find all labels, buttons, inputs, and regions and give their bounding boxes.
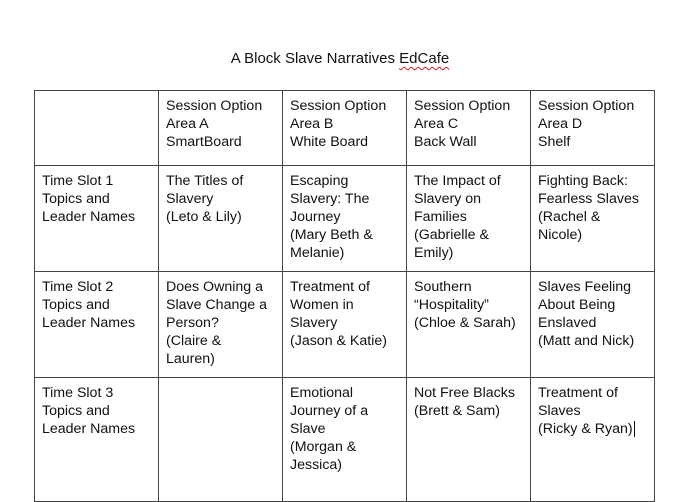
table-cell[interactable]: The Impact of Slavery on Families (Gabrielle & Emily)	[407, 166, 531, 272]
table-cell[interactable]: Slaves Feeling About Being Enslaved (Matt and Nick)	[531, 272, 655, 378]
spellcheck-flagged-word[interactable]: EdCafe	[399, 50, 450, 67]
table-row	[35, 166, 655, 272]
text-cursor-content: Treatment of Slaves (Ricky & Ryan)	[538, 385, 633, 437]
table-cell[interactable]: Emotional Journey of a Slave (Morgan & Jessica)	[283, 378, 407, 502]
header-cell-area-c[interactable]: Session Option Area C Back Wall	[407, 91, 531, 166]
row-label-cell[interactable]: Time Slot 3 Topics and Leader Names	[35, 378, 159, 502]
table-cell[interactable]: Escaping Slavery: The Journey (Mary Beth & Melanie)	[283, 166, 407, 272]
table-cell[interactable]: Not Free Blacks (Brett & Sam)	[407, 378, 531, 502]
table-cell[interactable]: Treatment of Women in Slavery (Jason & Katie)	[283, 272, 407, 378]
table-cell[interactable]: Does Owning a Slave Change a Person? (Claire & Lauren)	[159, 272, 283, 378]
header-cell-area-b[interactable]: Session Option Area B White Board	[283, 91, 407, 166]
table-cell[interactable]: The Titles of Slavery (Leto & Lily)	[159, 166, 283, 272]
table-row	[35, 378, 655, 502]
table-cell[interactable]: Fighting Back: Fearless Slaves (Rachel & Nicole)	[531, 166, 655, 272]
table-cell-with-text-cursor[interactable]	[531, 378, 655, 502]
title-text: A Block Slave Narratives	[230, 50, 400, 67]
header-cell-area-a[interactable]: Session Option Area A SmartBoard	[159, 91, 283, 166]
row-label-cell[interactable]: Time Slot 2 Topics and Leader Names	[35, 272, 159, 378]
header-row	[35, 91, 655, 166]
row-label-cell[interactable]: Time Slot 1 Topics and Leader Names	[35, 166, 159, 272]
schedule-table	[34, 90, 655, 502]
table-row	[35, 272, 655, 378]
header-cell-area-d[interactable]: Session Option Area D Shelf	[531, 91, 655, 166]
table-cell[interactable]	[159, 378, 283, 502]
table-cell[interactable]: Southern “Hospitality” (Chloe & Sarah)	[407, 272, 531, 378]
document-title	[0, 50, 680, 67]
header-cell-empty[interactable]	[35, 91, 159, 166]
